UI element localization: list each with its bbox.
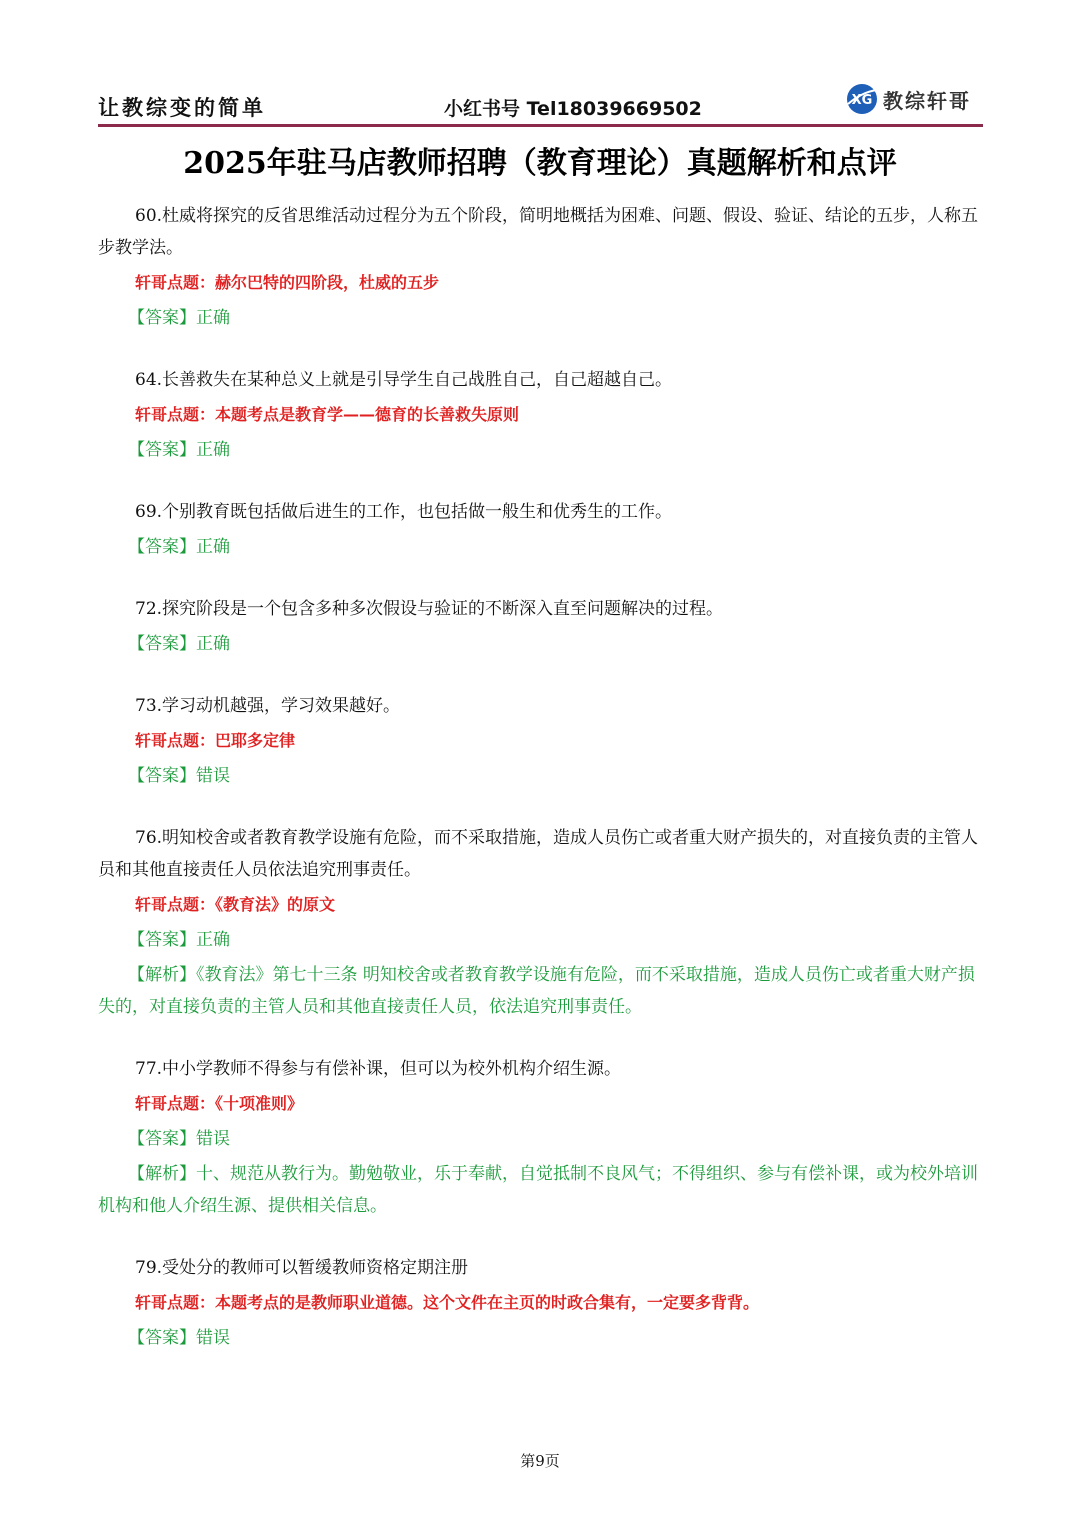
question-item [98, 1252, 981, 1354]
question-list [98, 200, 981, 1354]
question-text: 76.明知校舍或者教育教学设施有危险，而不采取措施，造成人员伤亡或者重大财产损失的，对直接负责的主管人员和其他直接责任人员依法追究刑事责任。 [98, 828, 979, 880]
question-text: 64.长善救失在某种总义上就是引导学生自己战胜自己，自己超越自己。 [135, 370, 673, 390]
xuange-comment: 轩哥点题：《十项准则》 [135, 1094, 304, 1113]
question-text: 72.探究阶段是一个包含多种多次假设与验证的不断深入直至问题解决的过程。 [135, 599, 724, 619]
question-item [98, 822, 981, 1023]
answer: 【答案】正确 [128, 537, 230, 557]
header-slogan: 让教综变的简单 [98, 96, 266, 120]
question-text: 73.学习动机越强，学习效果越好。 [135, 696, 401, 716]
page-number: 第9页 [520, 1452, 560, 1470]
question-text: 77.中小学教师不得参与有偿补课，但可以为校外机构介绍生源。 [135, 1059, 622, 1079]
document-title: 2025年驻马店教师招聘（教育理论）真题解析和点评 [183, 146, 897, 181]
header-contact: 小红书号 Tel18039669502 [444, 98, 702, 120]
question-item [98, 364, 981, 466]
question-item [98, 496, 981, 563]
question-item [98, 1053, 981, 1222]
xuange-comment: 轩哥点题：巴耶多定律 [135, 731, 296, 750]
answer: 【答案】正确 [128, 440, 230, 460]
logo-mark-text: XG [851, 93, 873, 108]
question-item [98, 200, 981, 334]
answer: 【答案】正确 [128, 308, 230, 328]
answer: 【答案】错误 [128, 766, 230, 786]
page-header [98, 82, 983, 128]
answer: 【答案】正确 [128, 930, 230, 950]
analysis: 【解析】《教育法》第七十三条 明知校舍或者教育教学设施有危险，而不采取措施，造成人员伤亡或者重大财产损失的，对直接负责的主管人员和其他直接责任人员，依法追究刑事责任。 [98, 965, 975, 1017]
question-text: 79.受处分的教师可以暂缓教师资格定期注册 [135, 1258, 469, 1278]
xuange-comment: 轩哥点题：《教育法》的原文 [135, 895, 336, 914]
answer: 【答案】错误 [128, 1129, 230, 1149]
logo-mark-icon [845, 82, 879, 116]
question-text: 60.杜威将探究的反省思维活动过程分为五个阶段，简明地概括为困难、问题、假设、验证、结论的五步，人称五步教学法。 [98, 206, 979, 258]
logo-text: 教综轩哥 [883, 88, 971, 113]
question-item [98, 690, 981, 792]
header-divider [98, 124, 983, 127]
brand-logo [845, 82, 971, 116]
xuange-comment: 轩哥点题：赫尔巴特的四阶段，杜威的五步 [135, 273, 440, 292]
question-item [98, 593, 981, 660]
xuange-comment: 轩哥点题：本题考点是教育学——德育的长善救失原则 [135, 405, 520, 424]
analysis: 【解析】十、规范从教行为。勤勉敬业，乐于奉献，自觉抵制不良风气；不得组织、参与有偿补课，或为校外培训机构和他人介绍生源、提供相关信息。 [98, 1164, 978, 1216]
xuange-comment: 轩哥点题：本题考点的是教师职业道德。这个文件在主页的时政合集有，一定要多背背。 [135, 1293, 760, 1312]
answer: 【答案】正确 [128, 634, 230, 654]
question-text: 69.个别教育既包括做后进生的工作，也包括做一般生和优秀生的工作。 [135, 502, 673, 522]
answer: 【答案】错误 [128, 1328, 230, 1348]
